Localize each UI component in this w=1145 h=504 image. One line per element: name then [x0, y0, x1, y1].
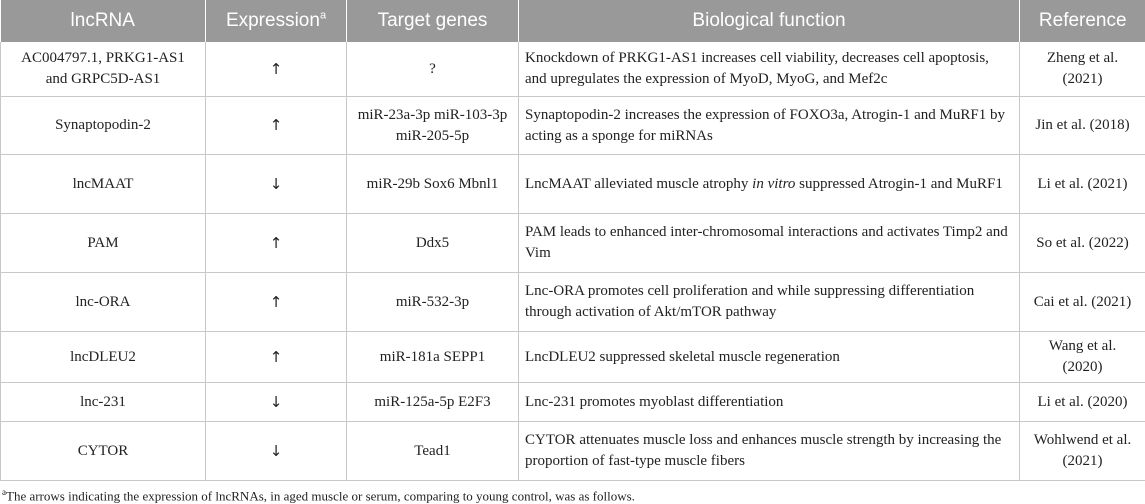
footnote-mark: a [2, 487, 6, 497]
footnote-text: The arrows indicating the expression of lncRNAs, in aged muscle or serum, comparing to young control, was as follows. [6, 488, 635, 504]
cell-lncrna: lnc-231 [1, 383, 206, 422]
cell-biological-function: Knockdown of PRKG1-AS1 increases cell viability, decreases cell apoptosis, and upregulates the expression of MyoD, MyoG, and Mef2c [519, 42, 1020, 97]
cell-target-genes: miR-29b Sox6 Mbnl1 [347, 155, 519, 214]
table-row [1, 383, 1145, 422]
function-italic-text: in vitro [752, 175, 796, 192]
cell-target-genes: miR-125a-5p E2F3 [347, 383, 519, 422]
table-row [1, 332, 1145, 383]
cell-reference: Cai et al. (2021) [1020, 273, 1145, 332]
cell-lncrna: PAM [1, 214, 206, 273]
cell-reference: So et al. (2022) [1020, 214, 1145, 273]
cell-expression-arrow: ↓ [206, 422, 347, 481]
cell-reference: Jin et al. (2018) [1020, 97, 1145, 155]
cell-reference: Wang et al. (2020) [1020, 332, 1145, 383]
cell-expression-arrow: ↓ [206, 155, 347, 214]
cell-expression-arrow: ↓ [206, 383, 347, 422]
header-expression: Expression$^a$ [206, 0, 347, 42]
header-reference: Reference [1020, 0, 1145, 42]
header-target-genes: Target genes [347, 0, 519, 42]
function-text: suppressed Atrogin-1 and MuRF1 [795, 175, 1003, 192]
cell-lncrna: Synaptopodin-2 [1, 97, 206, 155]
cell-biological-function [519, 155, 1020, 214]
header-lncrna: lncRNA [1, 0, 206, 42]
cell-expression-arrow: ↑ [206, 214, 347, 273]
footnote-mark: a [319, 9, 327, 22]
header-biological-function: Biological function [519, 0, 1020, 42]
cell-reference: Li et al. (2021) [1020, 155, 1145, 214]
cell-target-genes: ? [347, 42, 519, 97]
cell-biological-function: CYTOR attenuates muscle loss and enhances muscle strength by increasing the proportion of fast-type muscle fibers [519, 422, 1020, 481]
cell-target-genes: miR-23a-3p miR-103-3p miR-205-5p [347, 97, 519, 155]
cell-target-genes: Tead1 [347, 422, 519, 481]
cell-target-genes: miR-181a SEPP1 [347, 332, 519, 383]
cell-lncrna: lnc-ORA [1, 273, 206, 332]
table-row [1, 42, 1145, 97]
cell-reference: Wohlwend et al. (2021) [1020, 422, 1145, 481]
table-row [1, 214, 1145, 273]
table-row [1, 422, 1145, 481]
function-text: LncMAAT alleviated muscle atrophy [525, 175, 753, 192]
cell-lncrna: lncMAAT [1, 155, 206, 214]
cell-lncrna: lncDLEU2 [1, 332, 206, 383]
cell-biological-function: PAM leads to enhanced inter-chromosomal interactions and activates Timp2 and Vim [519, 214, 1020, 273]
header-row [1, 0, 1145, 42]
cell-reference: Li et al. (2020) [1020, 383, 1145, 422]
table-row [1, 273, 1145, 332]
cell-expression-arrow: ↑ [206, 97, 347, 155]
table-footnote [0, 481, 1145, 504]
cell-biological-function: Synaptopodin-2 increases the expression of FOXO3a, Atrogin-1 and MuRF1 by acting as a sponge for miRNAs [519, 97, 1020, 155]
cell-lncrna: CYTOR [1, 422, 206, 481]
table-row [1, 97, 1145, 155]
cell-biological-function: Lnc-ORA promotes cell proliferation and while suppressing differentiation through activation of Akt/mTOR pathway [519, 273, 1020, 332]
cell-biological-function: LncDLEU2 suppressed skeletal muscle regeneration [519, 332, 1020, 383]
cell-biological-function: Lnc-231 promotes myoblast differentiation [519, 383, 1020, 422]
cell-target-genes: Ddx5 [347, 214, 519, 273]
cell-expression-arrow: ↑ [206, 42, 347, 97]
cell-lncrna: AC004797.1, PRKG1-AS1 and GRPC5D-AS1 [1, 42, 206, 97]
cell-expression-arrow: ↑ [206, 273, 347, 332]
cell-reference: Zheng et al. (2021) [1020, 42, 1145, 97]
table-row [1, 155, 1145, 214]
cell-target-genes: miR-532-3p [347, 273, 519, 332]
cell-expression-arrow: ↑ [206, 332, 347, 383]
